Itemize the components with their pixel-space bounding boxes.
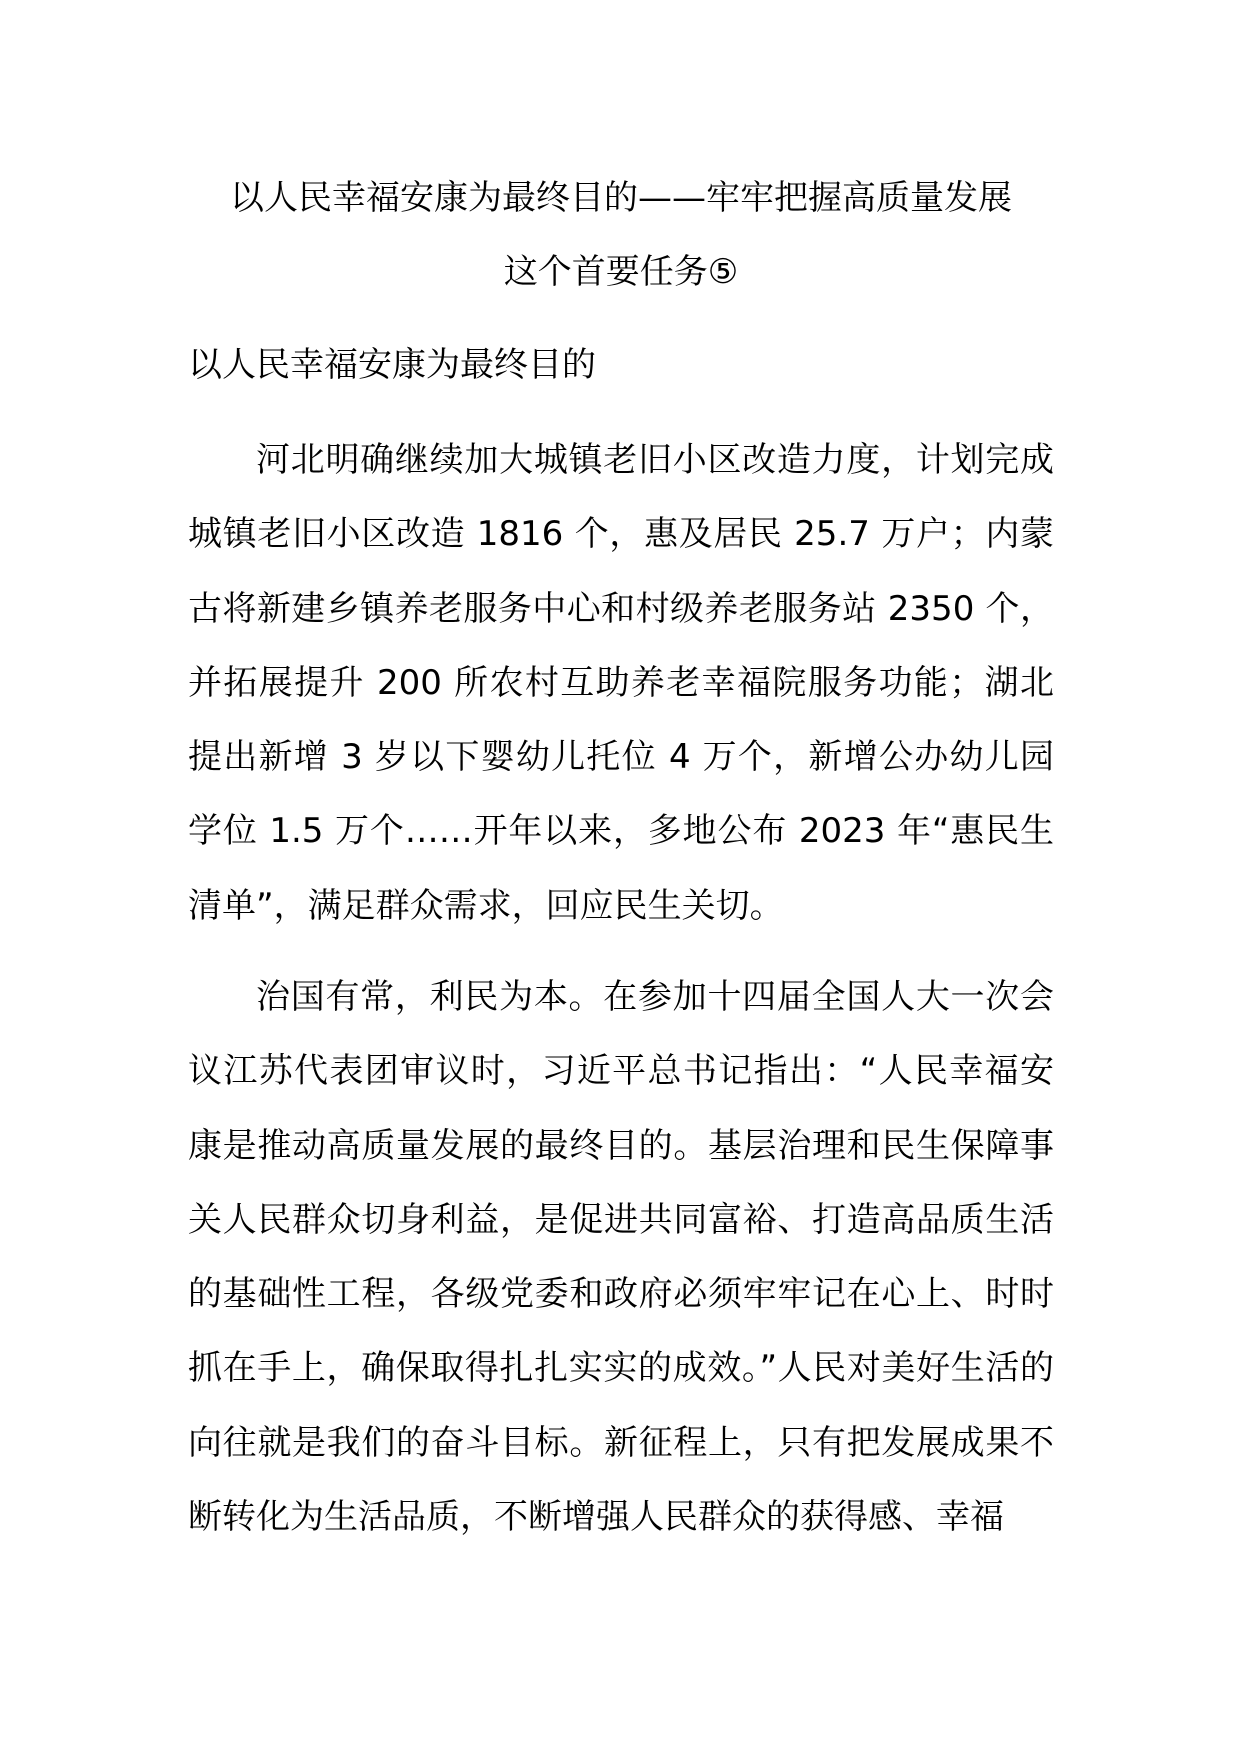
section-heading: 以人民幸福安康为最终目的	[188, 345, 596, 385]
body-paragraph-1: 河北明确继续加大城镇老旧小区改造力度，计划完成城镇老旧小区改造 1816 个，惠及居民 25.7 万户；内蒙古将新建乡镇养老服务中心和村级养老服务站 2350 个，并拓展提升 200 所农村互助养老幸福院服务功能；湖北提出新增 3 岁以下婴幼儿托位 4 万个，新增公办幼儿园学位 1.5 万个……开年以来，多地公布 2023 年“惠民生清单”，满足群众需求，回应民生关切。	[188, 440, 1054, 926]
document-title-line-2: 这个首要任务⑤	[503, 252, 739, 292]
body-paragraph-2: 治国有常，利民为本。在参加十四届全国人大一次会议江苏代表团审议时，习近平总书记指出：“人民幸福安康是推动高质量发展的最终目的。基层治理和民生保障事关人民群众切身利益，是促进共同富裕、打造高品质生活的基础性工程，各级党委和政府必须牢牢记在心上、时时抓在手上，确保取得扎扎实实的成效。”人民对美好生活的向往就是我们的奋斗目标。新征程上，只有把发展成果不断转化为生活品质，不断增强人民群众的获得感、幸福	[188, 977, 1054, 1538]
document-title-line-1: 以人民幸福安康为最终目的——牢牢把握高质量发展	[230, 178, 1012, 218]
